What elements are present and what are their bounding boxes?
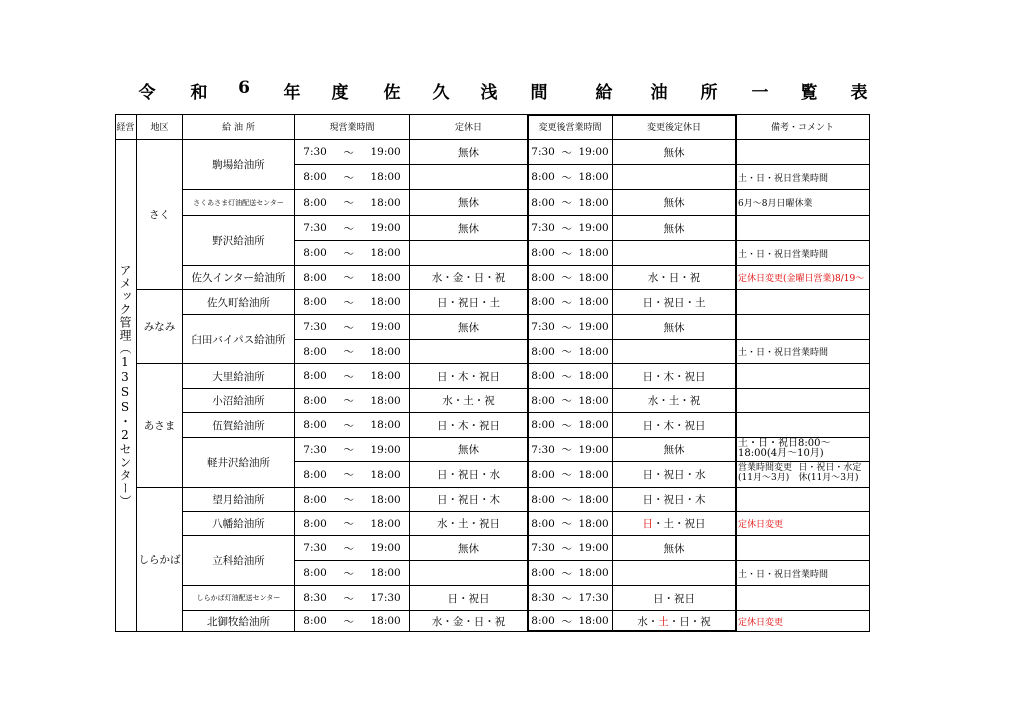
remark bbox=[736, 389, 870, 413]
new-holiday bbox=[613, 315, 736, 340]
open-time: 8:00 bbox=[303, 517, 327, 530]
open-time: 7:30 bbox=[303, 222, 327, 234]
remark-text: 土・日・祝日営業時間 bbox=[738, 569, 829, 580]
holiday bbox=[410, 241, 528, 266]
new-holiday bbox=[613, 340, 736, 364]
current-hours bbox=[295, 438, 410, 462]
tilde: ～ bbox=[561, 346, 572, 358]
open-time: 8:00 bbox=[531, 296, 555, 308]
new-holiday bbox=[613, 241, 736, 266]
holiday: 無休 bbox=[410, 190, 528, 216]
remark bbox=[736, 190, 870, 216]
open-time: 8:00 bbox=[303, 615, 327, 627]
tilde: ～ bbox=[343, 296, 354, 309]
new-hours bbox=[528, 290, 613, 315]
close-time: 18:00 bbox=[370, 419, 401, 431]
tilde: ～ bbox=[561, 171, 572, 184]
station-name: 佐久町給油所 bbox=[183, 290, 295, 315]
new-holiday bbox=[613, 364, 736, 389]
tilde: ～ bbox=[343, 247, 354, 260]
remark-text: 土・日・祝日営業時間 bbox=[738, 249, 829, 260]
tilde: ～ bbox=[561, 272, 572, 284]
new-hours bbox=[528, 438, 613, 462]
close-time: 19:00 bbox=[578, 321, 609, 333]
station-name: 望月給油所 bbox=[183, 488, 295, 512]
tilde: ～ bbox=[561, 518, 572, 530]
new-hours bbox=[528, 266, 613, 290]
remark bbox=[736, 586, 870, 611]
holiday: 日・祝日 bbox=[410, 586, 528, 611]
station-name: 野沢給油所 bbox=[183, 216, 295, 266]
new-holiday-text: 無休 bbox=[663, 444, 685, 456]
current-hours bbox=[295, 216, 410, 241]
remark bbox=[736, 290, 870, 315]
tilde: ～ bbox=[561, 494, 572, 506]
tilde: ～ bbox=[343, 518, 354, 530]
close-time: 18:00 bbox=[370, 247, 401, 259]
new-holiday bbox=[613, 140, 736, 165]
holiday: 水・土・祝日 bbox=[410, 512, 528, 536]
tilde: ～ bbox=[343, 419, 354, 432]
open-time: 8:00 bbox=[303, 171, 327, 183]
new-hours bbox=[528, 561, 613, 586]
remark bbox=[736, 488, 870, 512]
remark bbox=[736, 512, 870, 536]
current-hours bbox=[295, 190, 410, 216]
current-hours bbox=[295, 140, 410, 165]
new-hours bbox=[528, 536, 613, 561]
close-time: 18:00 bbox=[578, 517, 609, 530]
tilde: ～ bbox=[343, 321, 354, 334]
close-time: 19:00 bbox=[578, 222, 609, 234]
new-holiday-text: ・日・祝 bbox=[668, 615, 711, 628]
holiday: 無休 bbox=[410, 536, 528, 561]
close-time: 18:00 bbox=[578, 247, 609, 259]
title-char: 表 bbox=[850, 83, 868, 103]
station-name: さくあさま灯油配送センター bbox=[183, 190, 295, 216]
new-holiday-text: 日・祝日・土 bbox=[642, 296, 706, 309]
holiday bbox=[410, 340, 528, 364]
open-time: 7:30 bbox=[531, 146, 555, 158]
remark bbox=[736, 241, 870, 266]
holiday: 日・木・祝日 bbox=[410, 413, 528, 438]
open-time: 8:00 bbox=[531, 196, 555, 209]
new-hours bbox=[528, 165, 613, 190]
new-holiday bbox=[613, 462, 736, 488]
open-time: 8:00 bbox=[303, 567, 327, 579]
close-time: 18:00 bbox=[578, 370, 609, 382]
title-char: 佐 bbox=[383, 83, 401, 103]
tilde: ～ bbox=[561, 146, 572, 159]
station-name: 大里給油所 bbox=[183, 364, 295, 389]
new-holiday bbox=[613, 216, 736, 241]
remark bbox=[736, 413, 870, 438]
remark-text: 定休日変更(金曜日営業)8/19～ bbox=[738, 274, 865, 284]
new-holiday bbox=[613, 561, 736, 586]
new-holiday-text: 日・木・祝日 bbox=[642, 370, 706, 383]
open-time: 8:00 bbox=[531, 370, 555, 382]
current-hours bbox=[295, 266, 410, 290]
new-holiday bbox=[613, 586, 736, 611]
tilde: ～ bbox=[343, 567, 354, 580]
open-time: 8:00 bbox=[531, 271, 555, 284]
open-time: 8:30 bbox=[531, 592, 555, 604]
remark-text: 日・祝日・水定休(11月～3月) bbox=[798, 463, 862, 483]
station-table bbox=[115, 114, 870, 632]
close-time: 18:00 bbox=[370, 171, 401, 183]
new-holiday-text: 日・祝日・木 bbox=[642, 494, 706, 506]
station-name: 軽井沢給油所 bbox=[183, 438, 295, 488]
open-time: 8:00 bbox=[303, 196, 327, 209]
holiday: 水・土・祝 bbox=[410, 389, 528, 413]
station-name: 八幡給油所 bbox=[183, 512, 295, 536]
close-time: 18:00 bbox=[578, 615, 609, 627]
new-holiday-text: 無休 bbox=[663, 222, 685, 235]
new-hours bbox=[528, 315, 613, 340]
close-time: 18:00 bbox=[578, 394, 609, 407]
open-time: 8:00 bbox=[303, 296, 327, 308]
remark bbox=[736, 140, 870, 165]
remark-text: 土・日・祝日8:00～18:00(4月～10月) bbox=[738, 438, 831, 459]
tilde: ～ bbox=[343, 146, 354, 159]
close-time: 19:00 bbox=[370, 222, 401, 234]
open-time: 8:00 bbox=[531, 247, 555, 259]
station-name: 臼田バイパス給油所 bbox=[183, 315, 295, 364]
tilde: ～ bbox=[343, 272, 354, 284]
open-time: 8:30 bbox=[303, 592, 327, 604]
new-holiday bbox=[613, 165, 736, 190]
current-hours bbox=[295, 413, 410, 438]
new-holiday-red: 土 bbox=[658, 615, 669, 628]
close-time: 19:00 bbox=[370, 443, 401, 456]
close-time: 19:00 bbox=[578, 443, 609, 456]
tilde: ～ bbox=[561, 592, 572, 605]
remark-text: 土・日・祝日営業時間 bbox=[738, 348, 829, 358]
open-time: 7:30 bbox=[303, 321, 327, 333]
new-holiday-text: 無休 bbox=[663, 321, 685, 334]
holiday: 日・祝日・木 bbox=[410, 488, 528, 512]
tilde: ～ bbox=[561, 419, 572, 432]
close-time: 18:00 bbox=[578, 493, 609, 506]
title-char: 6 bbox=[238, 78, 250, 98]
title-char: 油 bbox=[650, 83, 668, 103]
new-holiday-text: 水・土・祝 bbox=[647, 395, 701, 407]
title-char: 覧 bbox=[800, 83, 818, 103]
new-holiday-text: 水・日・祝 bbox=[647, 272, 701, 284]
header-area: 地区 bbox=[137, 114, 183, 140]
remark-text: 土・日・祝日営業時間 bbox=[738, 173, 829, 184]
tilde: ～ bbox=[343, 171, 354, 184]
close-time: 19:00 bbox=[578, 146, 609, 158]
header-current-hours: 現営業時間 bbox=[295, 114, 410, 140]
new-holiday bbox=[613, 536, 736, 561]
station-name: 小沼給油所 bbox=[183, 389, 295, 413]
title-char: 間 bbox=[530, 83, 548, 103]
close-time: 18:00 bbox=[370, 345, 401, 358]
new-hours bbox=[528, 216, 613, 241]
holiday: 日・木・祝日 bbox=[410, 364, 528, 389]
new-holiday bbox=[613, 190, 736, 216]
new-hours bbox=[528, 488, 613, 512]
tilde: ～ bbox=[561, 444, 572, 456]
station-name: 伍賀給油所 bbox=[183, 413, 295, 438]
close-time: 19:00 bbox=[370, 146, 401, 158]
remark bbox=[736, 364, 870, 389]
open-time: 8:00 bbox=[303, 493, 327, 506]
area-cell: あさま bbox=[137, 364, 183, 488]
new-hours bbox=[528, 241, 613, 266]
close-time: 17:30 bbox=[370, 592, 401, 604]
open-time: 8:00 bbox=[531, 394, 555, 407]
close-time: 18:00 bbox=[370, 196, 401, 209]
tilde: ～ bbox=[343, 615, 354, 628]
open-time: 8:00 bbox=[531, 468, 555, 481]
holiday: 水・金・日・祝 bbox=[410, 266, 528, 290]
close-time: 18:00 bbox=[578, 196, 609, 209]
close-time: 18:00 bbox=[370, 468, 401, 481]
header-holiday: 定休日 bbox=[410, 114, 528, 140]
open-time: 8:00 bbox=[531, 567, 555, 579]
open-time: 8:00 bbox=[303, 468, 327, 481]
current-hours bbox=[295, 340, 410, 364]
close-time: 18:00 bbox=[370, 394, 401, 407]
tilde: ～ bbox=[561, 370, 572, 383]
open-time: 8:00 bbox=[531, 517, 555, 530]
new-holiday-text: ・土・祝日 bbox=[653, 518, 706, 530]
remark bbox=[736, 216, 870, 241]
remark-text: 営業時間変更(11月～3月) bbox=[738, 463, 793, 483]
new-holiday bbox=[613, 611, 736, 632]
header-new-holiday: 変更後定休日 bbox=[613, 114, 736, 140]
tilde: ～ bbox=[561, 395, 572, 407]
area-cell: さく bbox=[137, 140, 183, 290]
new-holiday bbox=[613, 413, 736, 438]
tilde: ～ bbox=[343, 395, 354, 407]
tilde: ～ bbox=[343, 370, 354, 383]
remark-text: 定休日変更 bbox=[738, 617, 784, 628]
current-hours bbox=[295, 561, 410, 586]
open-time: 8:00 bbox=[303, 247, 327, 259]
station-name: 佐久インター給油所 bbox=[183, 266, 295, 290]
new-holiday bbox=[613, 389, 736, 413]
new-holiday-text: 日・祝日・水 bbox=[642, 469, 706, 481]
tilde: ～ bbox=[561, 197, 572, 209]
close-time: 17:30 bbox=[578, 592, 609, 604]
open-time: 8:00 bbox=[531, 345, 555, 358]
open-time: 8:00 bbox=[531, 171, 555, 183]
close-time: 18:00 bbox=[370, 567, 401, 579]
close-time: 19:00 bbox=[370, 542, 401, 554]
holiday: 日・祝日・水 bbox=[410, 462, 528, 488]
close-time: 18:00 bbox=[578, 567, 609, 579]
new-holiday-text: 日・木・祝日 bbox=[642, 419, 706, 432]
station-name: 北御牧給油所 bbox=[183, 611, 295, 632]
close-time: 18:00 bbox=[578, 468, 609, 481]
tilde: ～ bbox=[561, 321, 572, 334]
close-time: 18:00 bbox=[370, 296, 401, 308]
close-time: 18:00 bbox=[578, 171, 609, 183]
new-hours bbox=[528, 364, 613, 389]
title-char: 一 bbox=[751, 83, 769, 103]
current-hours bbox=[295, 241, 410, 266]
tilde: ～ bbox=[343, 592, 354, 605]
remark bbox=[736, 340, 870, 364]
open-time: 8:00 bbox=[303, 370, 327, 382]
open-time: 8:00 bbox=[531, 493, 555, 506]
open-time: 7:30 bbox=[531, 321, 555, 333]
title-char: 和 bbox=[190, 83, 208, 103]
title-char: 久 bbox=[432, 83, 450, 103]
close-time: 18:00 bbox=[370, 493, 401, 506]
holiday: 無休 bbox=[410, 216, 528, 241]
close-time: 18:00 bbox=[370, 271, 401, 284]
operator-cell: アメック管理（13SS・2センター） bbox=[115, 140, 137, 632]
open-time: 7:30 bbox=[303, 443, 327, 456]
open-time: 7:30 bbox=[303, 146, 327, 158]
new-holiday-red: 日 bbox=[642, 518, 653, 530]
header-new-hours: 変更後営業時間 bbox=[528, 114, 613, 140]
close-time: 18:00 bbox=[578, 296, 609, 308]
remark-text: 定休日変更 bbox=[738, 520, 784, 530]
current-hours bbox=[295, 611, 410, 632]
open-time: 8:00 bbox=[531, 615, 555, 627]
tilde: ～ bbox=[343, 197, 354, 209]
remark bbox=[736, 438, 870, 462]
current-hours bbox=[295, 586, 410, 611]
station-name: 駒場給油所 bbox=[183, 140, 295, 190]
tilde: ～ bbox=[343, 444, 354, 456]
close-time: 19:00 bbox=[578, 542, 609, 554]
new-hours bbox=[528, 462, 613, 488]
remark bbox=[736, 536, 870, 561]
tilde: ～ bbox=[343, 222, 354, 235]
current-hours bbox=[295, 315, 410, 340]
holiday: 無休 bbox=[410, 315, 528, 340]
remark-text: 6月～8月日曜休業 bbox=[738, 199, 813, 209]
remark bbox=[736, 266, 870, 290]
new-holiday-text: 無休 bbox=[663, 146, 685, 159]
tilde: ～ bbox=[561, 567, 572, 580]
open-time: 7:30 bbox=[531, 222, 555, 234]
open-time: 8:00 bbox=[531, 419, 555, 431]
open-time: 7:30 bbox=[531, 542, 555, 554]
new-holiday bbox=[613, 290, 736, 315]
title-char: 度 bbox=[331, 83, 349, 103]
area-cell: しらかば bbox=[137, 488, 183, 632]
close-time: 18:00 bbox=[578, 345, 609, 358]
holiday: 無休 bbox=[410, 438, 528, 462]
open-time: 7:30 bbox=[531, 443, 555, 456]
new-holiday bbox=[613, 438, 736, 462]
new-hours bbox=[528, 611, 613, 632]
tilde: ～ bbox=[343, 469, 354, 481]
remark bbox=[736, 561, 870, 586]
header-remarks: 備考・コメント bbox=[736, 114, 870, 140]
new-hours bbox=[528, 512, 613, 536]
current-hours bbox=[295, 389, 410, 413]
current-hours bbox=[295, 512, 410, 536]
current-hours bbox=[295, 290, 410, 315]
station-name: 立科給油所 bbox=[183, 536, 295, 586]
new-holiday bbox=[613, 512, 736, 536]
page-title bbox=[0, 78, 1024, 102]
current-hours bbox=[295, 536, 410, 561]
tilde: ～ bbox=[343, 346, 354, 358]
current-hours bbox=[295, 165, 410, 190]
new-holiday-text: 日・祝日 bbox=[653, 592, 695, 605]
close-time: 18:00 bbox=[578, 419, 609, 431]
tilde: ～ bbox=[561, 615, 572, 628]
tilde: ～ bbox=[561, 296, 572, 309]
tilde: ～ bbox=[343, 494, 354, 506]
tilde: ～ bbox=[343, 542, 354, 555]
header-station: 給 油 所 bbox=[183, 114, 295, 140]
title-char: 浅 bbox=[480, 83, 498, 103]
new-hours bbox=[528, 140, 613, 165]
new-holiday-text: 無休 bbox=[663, 542, 685, 555]
tilde: ～ bbox=[561, 469, 572, 481]
station-name: しらかば灯油配送センター bbox=[183, 586, 295, 611]
holiday: 水・金・日・祝 bbox=[410, 611, 528, 632]
close-time: 18:00 bbox=[370, 370, 401, 382]
title-char: 所 bbox=[700, 83, 718, 103]
holiday: 無休 bbox=[410, 140, 528, 165]
new-hours bbox=[528, 413, 613, 438]
new-holiday-text: 無休 bbox=[663, 197, 685, 209]
new-holiday bbox=[613, 488, 736, 512]
remark bbox=[736, 165, 870, 190]
tilde: ～ bbox=[561, 247, 572, 260]
remark bbox=[736, 611, 870, 632]
title-char: 年 bbox=[283, 83, 301, 103]
area-cell: みなみ bbox=[137, 290, 183, 364]
close-time: 18:00 bbox=[370, 517, 401, 530]
tilde: ～ bbox=[561, 542, 572, 555]
close-time: 18:00 bbox=[370, 615, 401, 627]
open-time: 8:00 bbox=[303, 394, 327, 407]
holiday bbox=[410, 165, 528, 190]
title-char: 給 bbox=[595, 83, 613, 103]
open-time: 8:00 bbox=[303, 345, 327, 358]
title-char: 令 bbox=[138, 83, 156, 103]
close-time: 18:00 bbox=[578, 271, 609, 284]
open-time: 8:00 bbox=[303, 271, 327, 284]
new-holiday bbox=[613, 266, 736, 290]
holiday: 日・祝日・土 bbox=[410, 290, 528, 315]
current-hours bbox=[295, 364, 410, 389]
remark bbox=[736, 315, 870, 340]
holiday bbox=[410, 561, 528, 586]
current-hours bbox=[295, 488, 410, 512]
remark bbox=[736, 462, 870, 488]
open-time: 7:30 bbox=[303, 542, 327, 554]
open-time: 8:00 bbox=[303, 419, 327, 431]
tilde: ～ bbox=[561, 222, 572, 235]
close-time: 19:00 bbox=[370, 321, 401, 333]
new-hours bbox=[528, 340, 613, 364]
new-hours bbox=[528, 190, 613, 216]
new-hours bbox=[528, 389, 613, 413]
current-hours bbox=[295, 462, 410, 488]
header-operator: 経営 bbox=[115, 114, 137, 140]
new-hours bbox=[528, 586, 613, 611]
new-holiday-text: 水・ bbox=[637, 615, 659, 628]
